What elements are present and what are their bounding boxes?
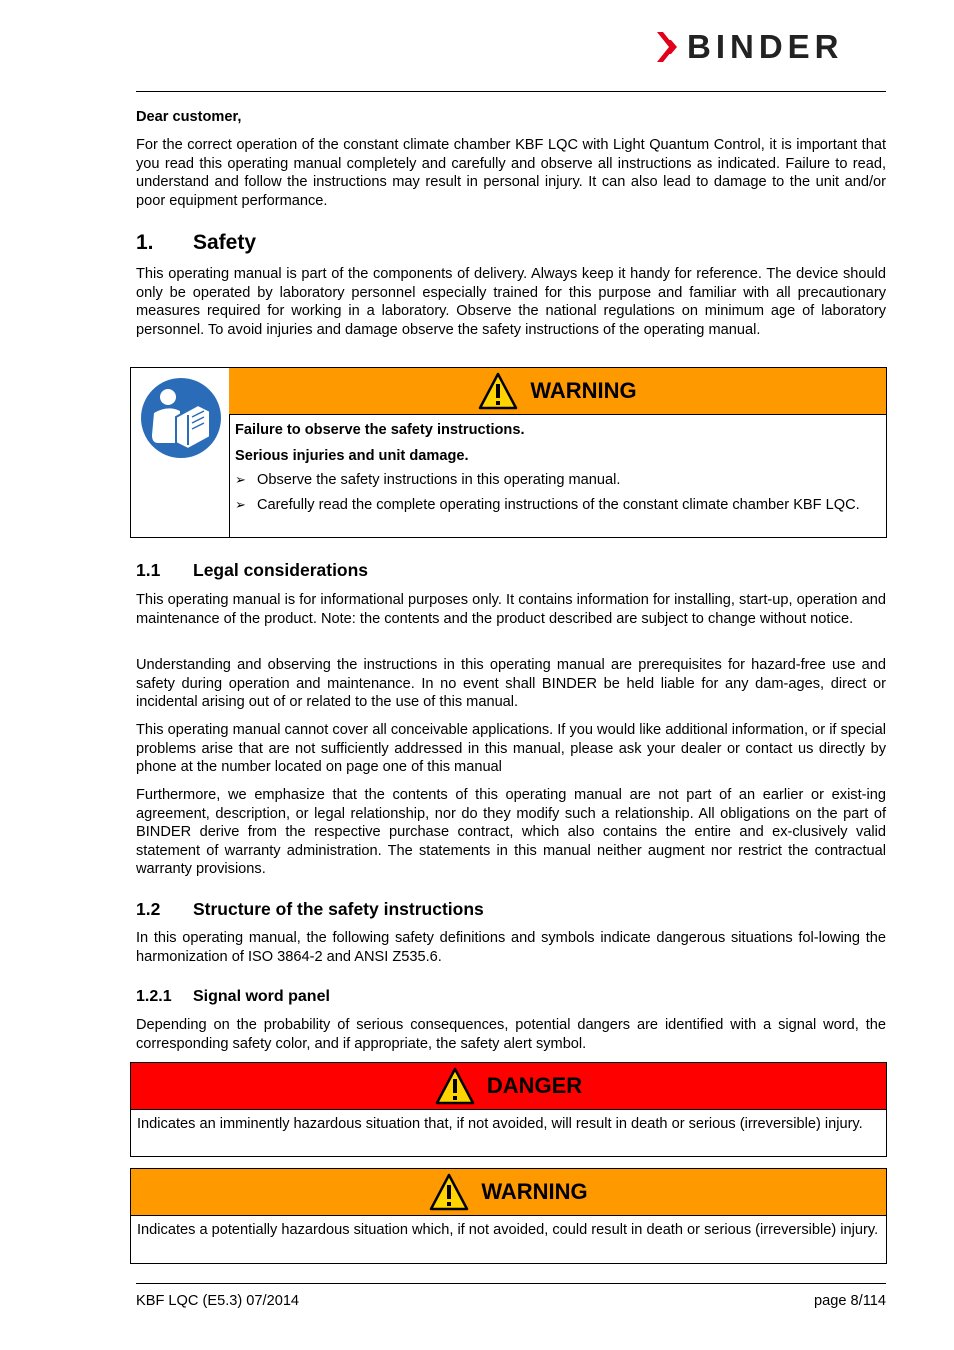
warning-bullet-text: Observe the safety instructions in this operating manual. <box>257 472 621 489</box>
legal-paragraph: This operating manual is for informational purposes only. It contains information for installing, start-up, operation and maintenance of the product. Note: the contents and the product described are subject to change without notice. <box>136 592 886 627</box>
warning-signal-bar <box>131 1169 886 1216</box>
section-number: 1.2.1 <box>136 988 172 1005</box>
safety-paragraph: This operating manual is part of the components of delivery. Always keep it handy for reference. The device should only be operated by laboratory personnel especially trained for this purpose and familiar with all precautionary measures required for working in a laboratory. Observe the national regulations on minimum age of laboratory personnel. To avoid injuries and damage observe the safety instructions of the operating manual. <box>136 266 886 338</box>
binder-logo <box>655 30 887 64</box>
warning-content <box>229 368 886 537</box>
warning-signal-word: WARNING <box>530 378 637 403</box>
section-title: Structure of the safety instructions <box>193 899 484 919</box>
footer-doc-id: KBF LQC (E5.3) 07/2014 <box>136 1293 300 1309</box>
section-1-2-1-heading <box>136 987 886 1006</box>
section-title: Legal considerations <box>193 560 369 580</box>
structure-paragraph: In this operating manual, the following safety definitions and symbols indicate dangerous situations fol-lowing the harmonization of ISO 3864-2 and ANSI Z535.6. <box>136 930 886 965</box>
warning-triangle-icon <box>429 1173 469 1211</box>
warning-bullet <box>235 496 880 515</box>
warning-triangle-icon <box>478 372 518 410</box>
warning-bullet-text: Carefully read the complete operating instructions of the constant climate chamber KBF LQC. <box>257 496 860 513</box>
greeting: Dear customer, <box>136 109 242 125</box>
section-number: 1.2 <box>136 899 161 919</box>
footer-rule <box>136 1283 886 1284</box>
legal-paragraph: Furthermore, we emphasize that the contents of this operating manual are not part of an earlier or exist-ing agreement, description, or legal relationship, nor do they modify such a relationship. All obligations on the part of BINDER derive from the respective purchase contract, which also contains the entire and ex-clusively valid statement of warranty administration. The statements in this manual neither augment nor restrict the contractual warranty provisions. <box>136 787 886 878</box>
warning-triangle-icon <box>435 1067 475 1105</box>
danger-signal-bar <box>131 1063 886 1110</box>
legal-paragraph: Understanding and observing the instructions in this operating manual are prerequisites for hazard-free use and safety during operation and maintenance. In no event shall BINDER be held liable for any dam-ages, direct or incidental arising out of or related to the use of this manual. <box>136 657 886 711</box>
read-manual-icon <box>140 377 222 459</box>
section-number: 1.1 <box>136 560 161 580</box>
warning-signal-bar <box>229 368 886 415</box>
mandatory-sign-cell <box>131 368 230 537</box>
section-title: Signal word panel <box>193 988 330 1005</box>
warning-box <box>130 367 887 538</box>
section-1-1-heading <box>136 560 886 580</box>
danger-panel <box>130 1062 887 1157</box>
brand-name: BINDER <box>687 28 844 65</box>
danger-description: Indicates an imminently hazardous situation that, if not avoided, will result in death or serious (irreversible) injury. <box>137 1116 863 1132</box>
warning-bullet <box>235 471 880 490</box>
intro-paragraph: For the correct operation of the constant climate chamber KBF LQC with Light Quantum Control, it is important that you read this operating manual completely and carefully and observe all instructions as indicated. Failure to read, understand and follow the instructions may result in personal injury. It can also lead to damage to the unit and/or poor equipment performance. <box>136 137 886 209</box>
warning-hazard-line: Failure to observe the safety instructions. <box>235 422 525 438</box>
warning-panel <box>130 1168 887 1264</box>
header-rule <box>136 91 886 92</box>
legal-paragraph: This operating manual cannot cover all conceivable applications. If you would like additional information, or if special problems arise that are not sufficiently addressed in this manual, please ask your dealer or contact us directly by phone at the number located on page one of this manual <box>136 722 886 776</box>
section-title: Safety <box>193 231 257 254</box>
section-1-2-heading <box>136 899 886 919</box>
warning-consequence-line: Serious injuries and unit damage. <box>235 447 469 464</box>
section-1-heading <box>136 231 886 255</box>
bullet-arrow-icon: ➢ <box>235 496 246 512</box>
danger-signal-word: DANGER <box>486 1073 583 1098</box>
footer-page-number: page 8/114 <box>814 1293 886 1309</box>
bullet-arrow-icon: ➢ <box>235 472 246 488</box>
section-number: 1. <box>136 231 154 254</box>
warning-description: Indicates a potentially hazardous situation which, if not avoided, could result in death or serious (irreversible) injury. <box>137 1222 879 1238</box>
warning-text-block <box>229 415 886 514</box>
warning-signal-word: WARNING <box>481 1179 588 1204</box>
signal-word-paragraph: Depending on the probability of serious consequences, potential dangers are identified with a signal word, the corresponding safety color, and if appropriate, the safety alert symbol. <box>136 1017 886 1052</box>
